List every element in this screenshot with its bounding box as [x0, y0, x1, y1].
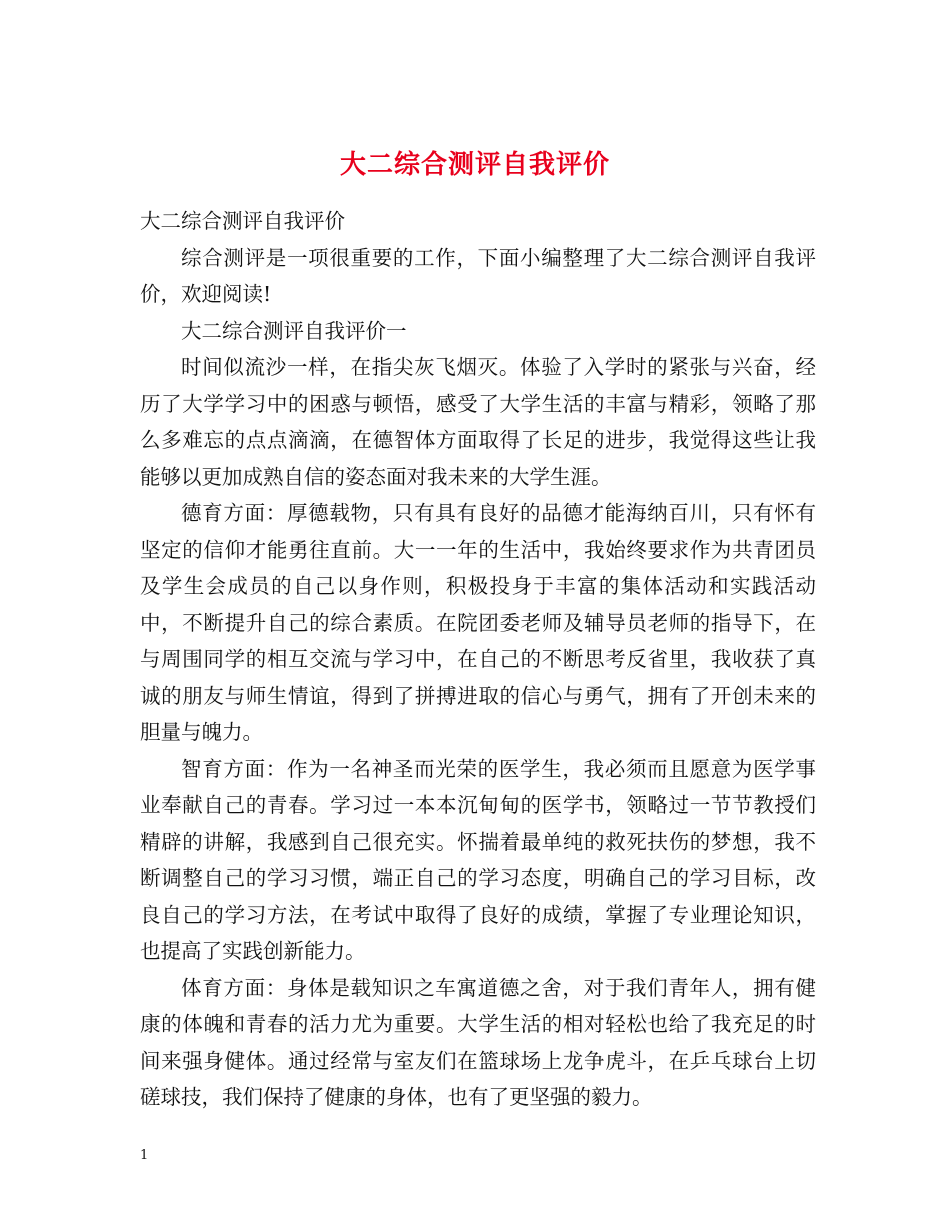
page-number: 1 [140, 1148, 149, 1163]
paragraph-heading: 大二综合测评自我评价 [140, 209, 345, 233]
document-body [140, 203, 816, 1116]
document-title: 大二综合测评自我评价 [339, 150, 610, 181]
paragraph-section-title: 大二综合测评自我评价一 [181, 318, 407, 343]
paragraph-time: 时间似流沙一样，在指尖灰飞烟灭。体验了入学时的紧张与兴奋，经历了大学学习中的困惑与顿悟，感受了大学生活的丰富与精彩，领略了那么多难忘的点点滴滴，在德智体方面取得了长足的进步，我觉得这些让我能够以更加成熟自信的姿态面对我未来的大学生涯。 [140, 355, 816, 489]
paragraph-intellectual: 智育方面：作为一名神圣而光荣的医学生，我必须而且愿意为医学事业奉献自己的青春。学习过一本本沉甸甸的医学书，领略过一节节教授们精辟的讲解，我感到自己很充实。怀揣着最单纯的救死扶伤的梦想，我不断调整自己的学习习惯，端正自己的学习态度，明确自己的学习目标，改良自己的学习方法，在考试中取得了良好的成绩，掌握了专业理论知识，也提高了实践创新能力。 [140, 756, 816, 963]
paragraph-moral: 德育方面：厚德载物，只有具有良好的品德才能海纳百川，只有怀有坚定的信仰才能勇往直前。大一一年的生活中，我始终要求作为共青团员及学生会成员的自己以身作则，积极投身于丰富的集体活动和实践活动中，不断提升自己的综合素质。在院团委老师及辅导员老师的指导下，在与周围同学的相互交流与学习中，在自己的不断思考反省里，我收获了真诚的朋友与师生情谊，得到了拼搏进取的信心与勇气，拥有了开创未来的胆量与魄力。 [140, 501, 816, 744]
paragraph-intro: 综合测评是一项很重要的工作，下面小编整理了大二综合测评自我评价，欢迎阅读! [140, 245, 816, 306]
paragraph-physical: 体育方面：身体是载知识之车寓道德之舍，对于我们青年人，拥有健康的体魄和青春的活力尤为重要。大学生活的相对轻松也给了我充足的时间来强身健体。通过经常与室友们在篮球场上龙争虎斗，在乒乓球台上切磋球技，我们保持了健康的身体，也有了更坚强的毅力。 [140, 975, 816, 1109]
